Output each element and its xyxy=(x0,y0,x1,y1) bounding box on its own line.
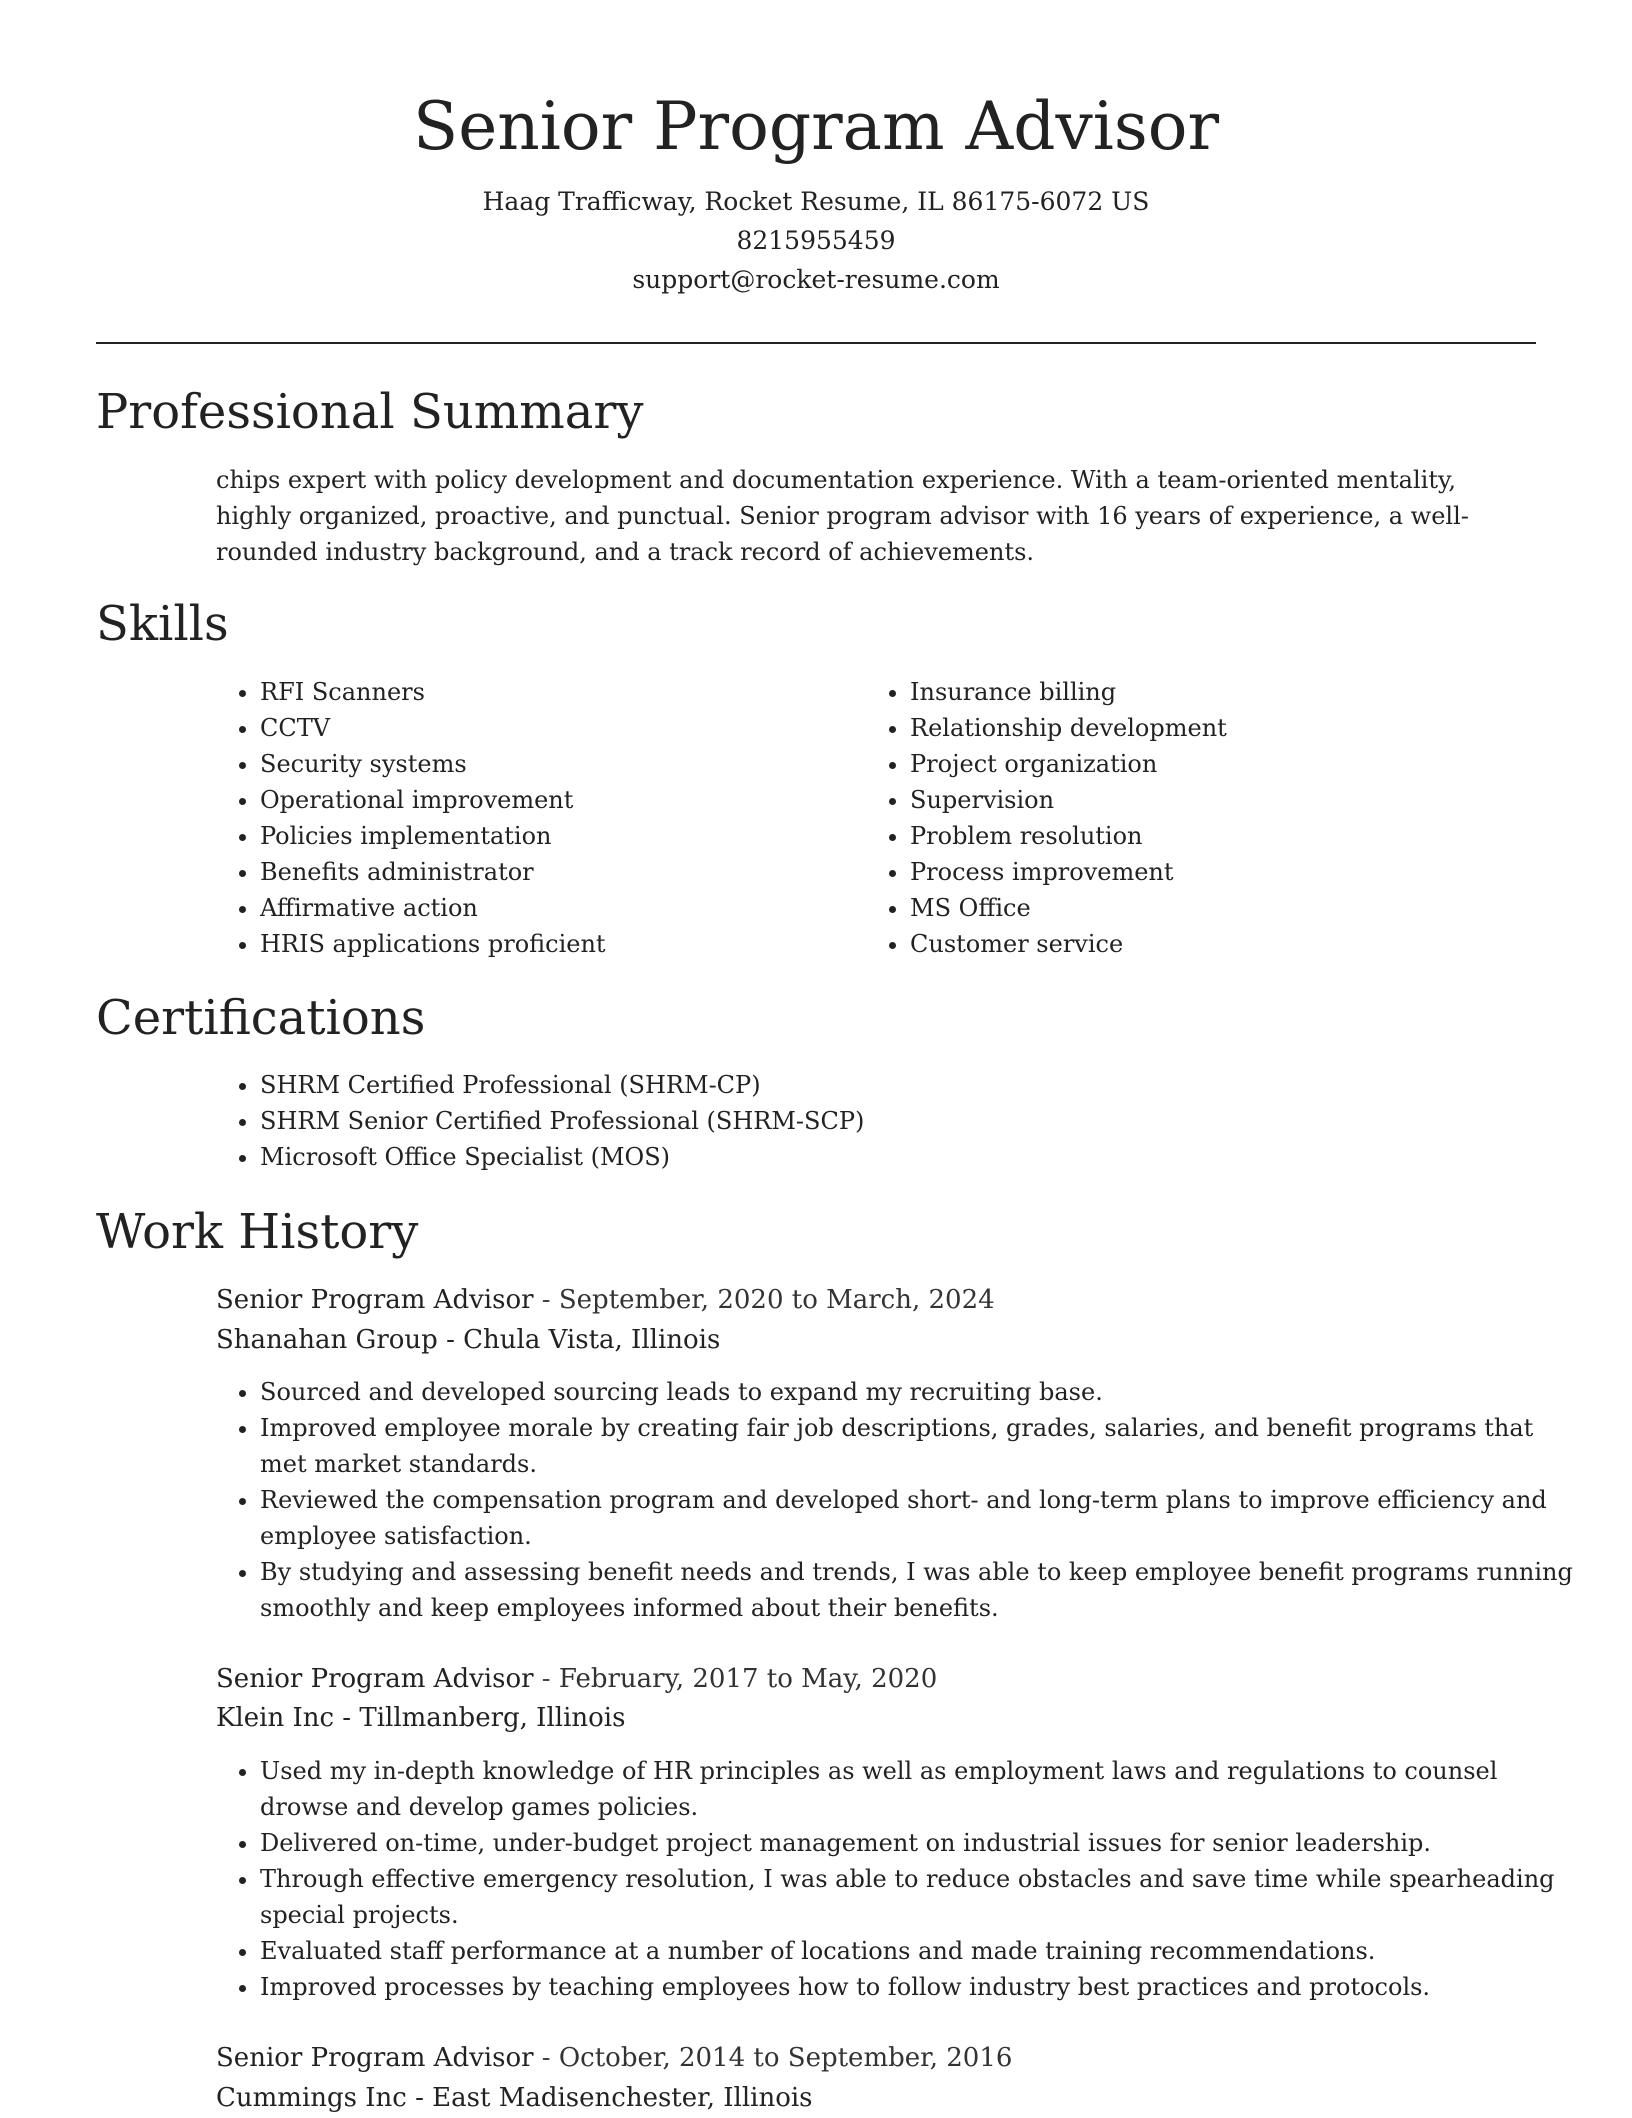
list-item: • Relationship development xyxy=(910,710,1570,746)
job-dates: September, 2020 to March, 2024 xyxy=(558,1285,995,1315)
candidate-name: Senior Program Advisor xyxy=(412,88,1220,165)
list-item: • Benefits administrator xyxy=(260,854,860,890)
list-item: • Insurance billing xyxy=(910,674,1570,710)
list-item: • By studying and assessing benefit needs and trends, I was able to keep employee benefit programs running smoothly and keep employees informed about their benefits. xyxy=(260,1554,1580,1626)
address-line: Haag Trafficway, Rocket Resume, IL 86175-6072 US xyxy=(482,187,1150,216)
list-item: • SHRM Senior Certified Professional (SHRM-SCP) xyxy=(260,1103,1580,1139)
job-title-line xyxy=(216,1659,937,1699)
job-separator: - xyxy=(406,2083,433,2113)
list-item: • Evaluated staff performance at a number of locations and made training recommendations. xyxy=(260,1933,1580,1969)
list-item: • Improved employee morale by creating fair job descriptions, grades, salaries, and benefit programs that met market standards. xyxy=(260,1410,1580,1482)
job-title-line xyxy=(216,2038,1012,2078)
job-dates: February, 2017 to May, 2020 xyxy=(558,1664,938,1694)
job-separator: - xyxy=(437,1325,464,1355)
list-item: • RFI Scanners xyxy=(260,674,860,710)
job-location: Chula Vista, Illinois xyxy=(463,1325,721,1355)
job-title-line xyxy=(216,1280,995,1320)
job-role: Senior Program Advisor xyxy=(216,1664,534,1694)
job-role: Senior Program Advisor xyxy=(216,1285,534,1315)
list-item: • Delivered on-time, under-budget project management on industrial issues for senior leadership. xyxy=(260,1825,1580,1861)
job-company-line xyxy=(216,1320,720,1360)
list-item: • Microsoft Office Specialist (MOS) xyxy=(260,1139,1580,1175)
resume-header xyxy=(96,80,1536,299)
phone-line: 8215955459 xyxy=(736,226,896,255)
job-separator: - xyxy=(533,2043,559,2073)
job-company: Klein Inc xyxy=(216,1703,335,1733)
job-bullets xyxy=(216,1753,1580,2005)
list-item: • Project organization xyxy=(910,746,1570,782)
list-item: • Operational improvement xyxy=(260,782,860,818)
job-separator: - xyxy=(533,1285,559,1315)
list-item: • Improved processes by teaching employees how to follow industry best practices and protocols. xyxy=(260,1969,1580,2005)
job-role: Senior Program Advisor xyxy=(216,2043,534,2073)
list-item: • Policies implementation xyxy=(260,818,860,854)
list-item: • Affirmative action xyxy=(260,890,860,926)
list-item: • SHRM Certified Professional (SHRM-CP) xyxy=(260,1067,1580,1103)
job-separator: - xyxy=(334,1703,360,1733)
list-item: • Used my in-depth knowledge of HR principles as well as employment laws and regulations to counsel drowse and develop games policies. xyxy=(260,1753,1580,1825)
list-item: • Process improvement xyxy=(910,854,1570,890)
job-dates: October, 2014 to September, 2016 xyxy=(558,2043,1013,2073)
job-company-line xyxy=(216,1698,625,1738)
list-item: • CCTV xyxy=(260,710,860,746)
certifications-heading: Certifications xyxy=(96,990,426,1046)
summary-text: chips expert with policy development and documentation experience. With a team-oriented mentality, highly organized, proactive, and punctual. Senior program advisor with 16 years of experience, a well-rounded industry background, and a track record of achievements. xyxy=(216,466,1469,566)
list-item: • HRIS applications proficient xyxy=(260,926,860,962)
list-item: • Problem resolution xyxy=(910,818,1570,854)
job-company: Shanahan Group xyxy=(216,1325,438,1355)
job-company-line xyxy=(216,2078,813,2118)
list-item: • Customer service xyxy=(910,926,1570,962)
job-location: East Madisenchester, Illinois xyxy=(432,2083,813,2113)
list-item: • Sourced and developed sourcing leads to expand my recruiting base. xyxy=(260,1374,1580,1410)
work-history-heading: Work History xyxy=(96,1204,419,1260)
skills-list-right xyxy=(866,674,1570,962)
list-item: • MS Office xyxy=(910,890,1570,926)
certifications-list xyxy=(216,1067,1580,1175)
list-item: • Reviewed the compensation program and developed short- and long-term plans to improve efficiency and employee satisfaction. xyxy=(260,1482,1580,1554)
skills-heading: Skills xyxy=(96,596,229,652)
job-bullets xyxy=(216,1374,1580,1626)
list-item: • Through effective emergency resolution, I was able to reduce obstacles and save time while spearheading special projects. xyxy=(260,1861,1580,1933)
list-item: • Security systems xyxy=(260,746,860,782)
job-separator: - xyxy=(533,1664,559,1694)
summary-heading: Professional Summary xyxy=(96,384,644,440)
header-divider xyxy=(96,342,1536,344)
list-item: • Supervision xyxy=(910,782,1570,818)
skills-list-left xyxy=(216,674,860,962)
job-company: Cummings Inc xyxy=(216,2083,407,2113)
email-line: support@rocket-resume.com xyxy=(632,265,1000,294)
job-location: Tillmanberg, Illinois xyxy=(359,1703,626,1733)
